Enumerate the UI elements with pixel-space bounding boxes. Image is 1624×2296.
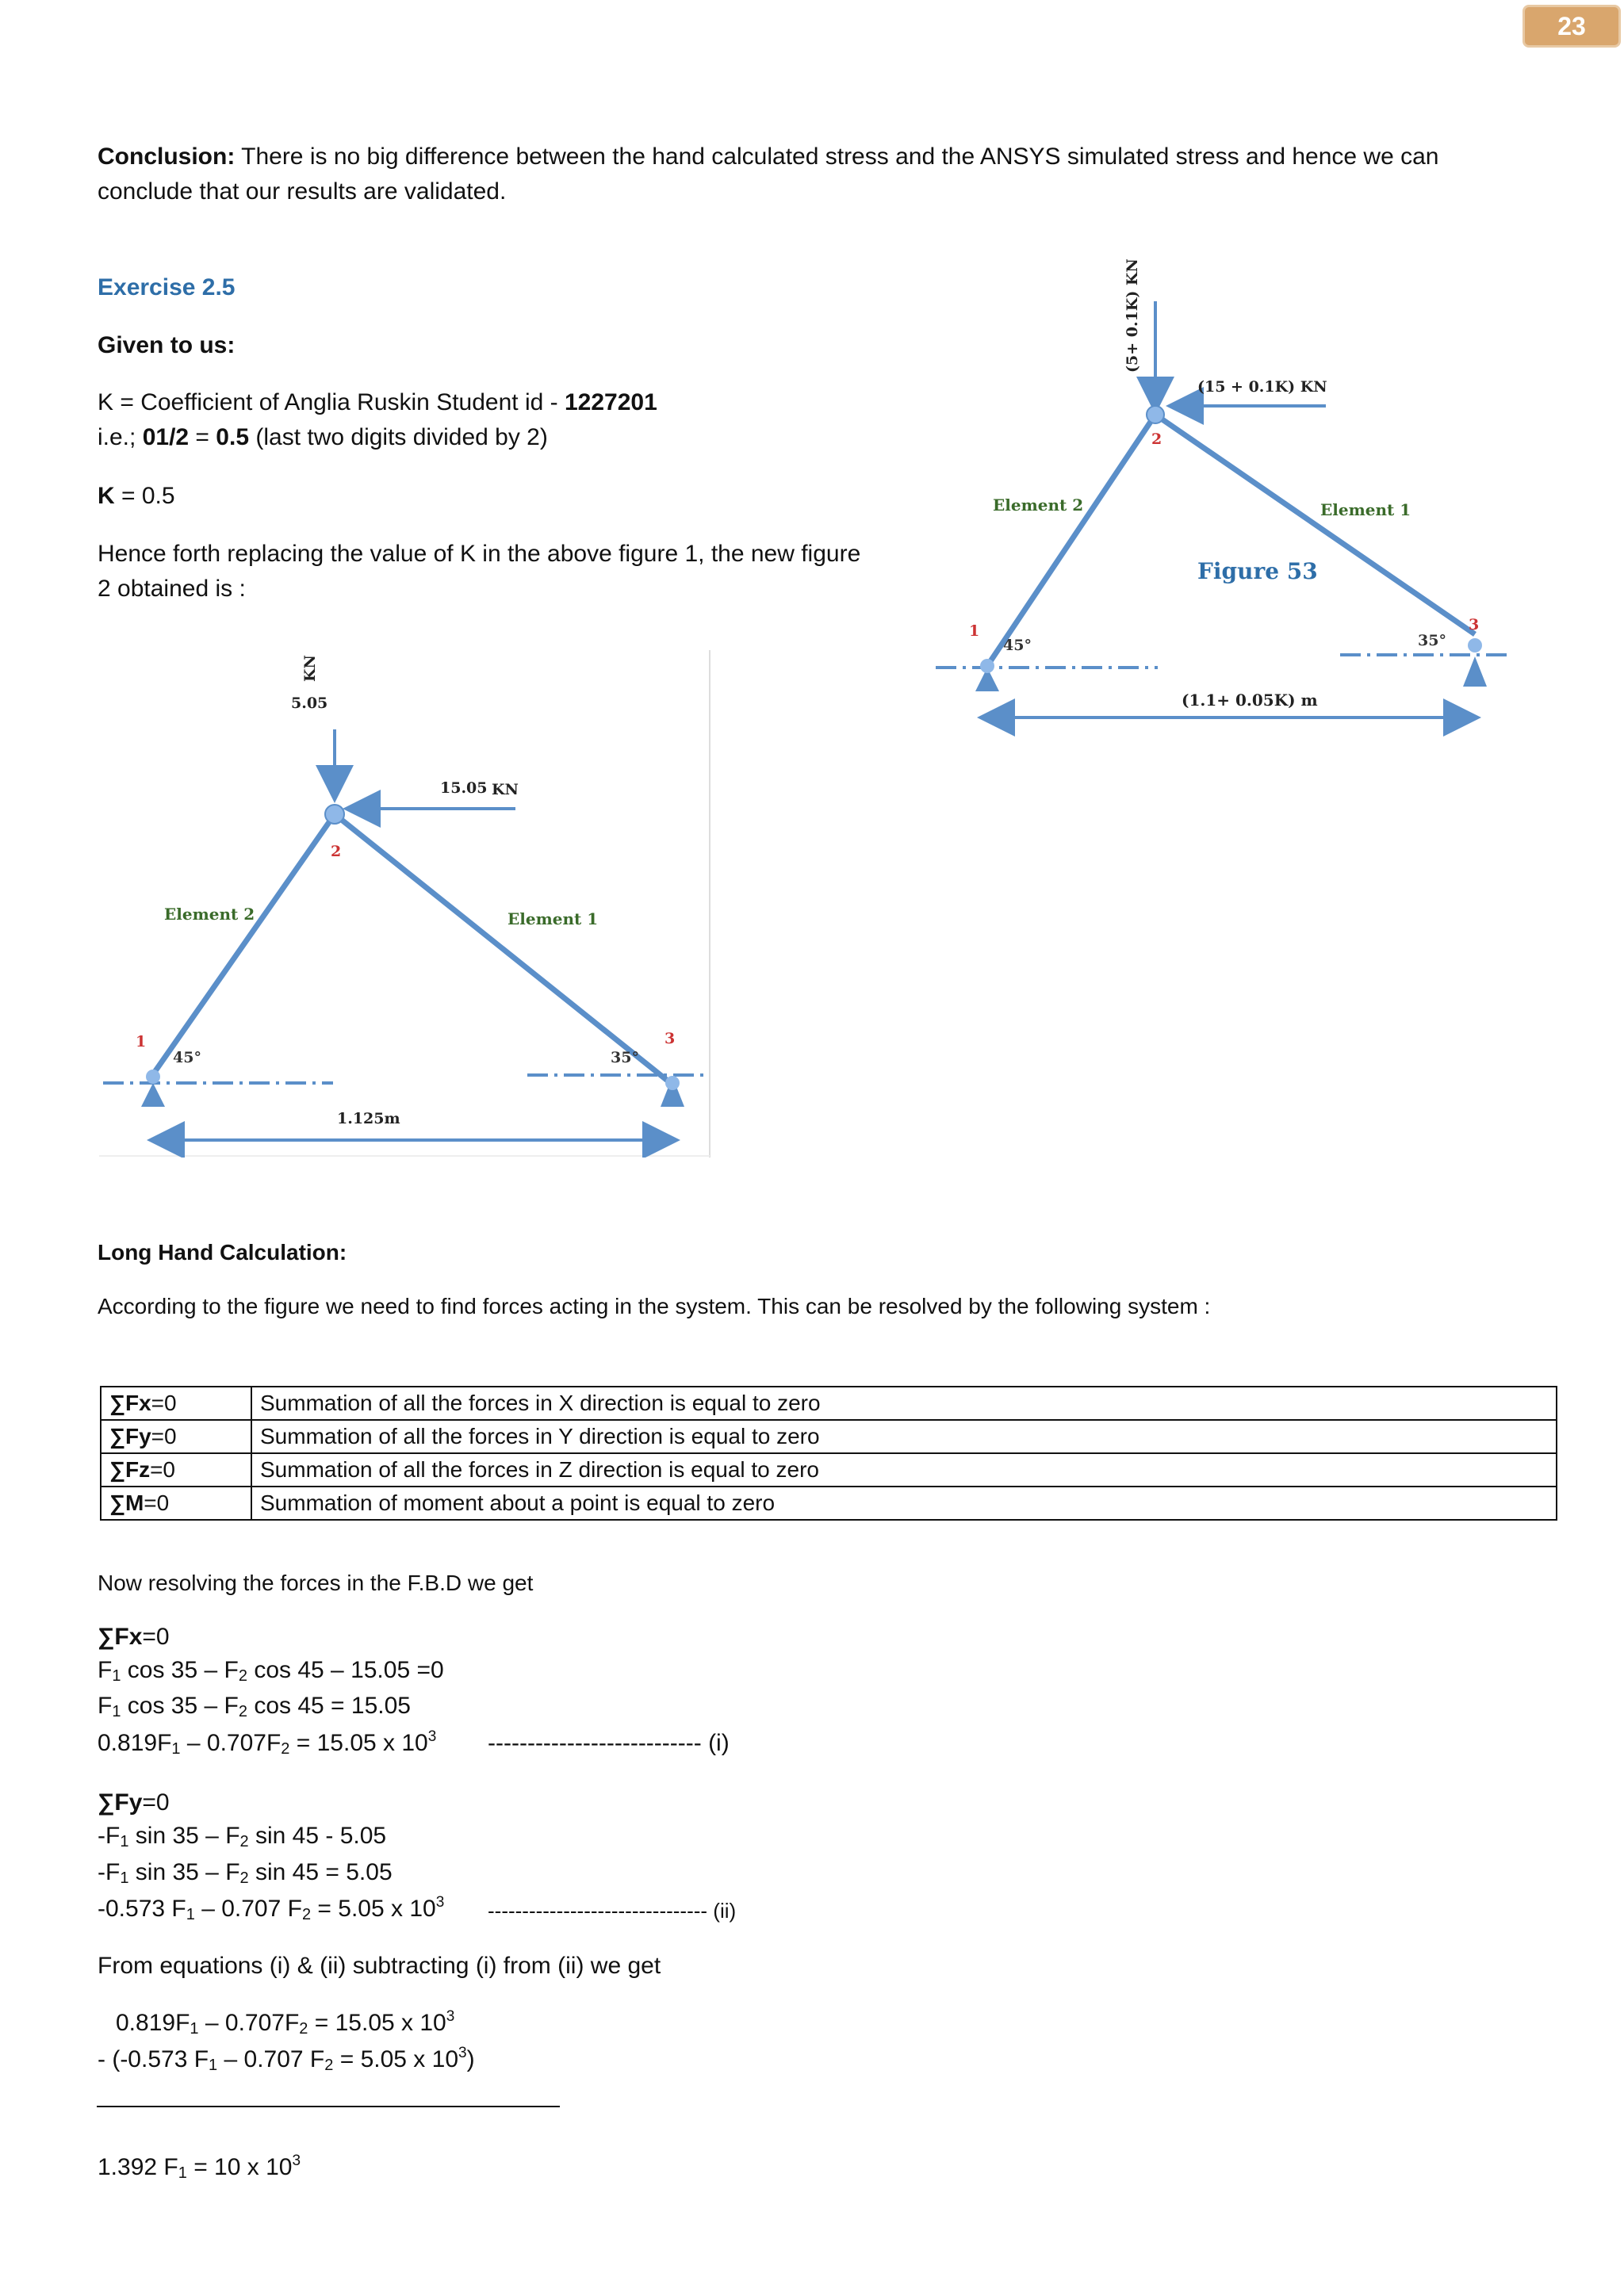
subscript: 1 (171, 1740, 181, 1758)
node-2-circle (1147, 406, 1164, 423)
k-def-note: (last two digits divided by 2) (249, 424, 548, 450)
equation-term: sin 35 – F (128, 1859, 240, 1885)
sum-symbol: ∑Fy (109, 1424, 151, 1448)
vertical-load-unit: KN (301, 655, 319, 682)
equation-term: cos 35 – F (121, 1693, 239, 1719)
k-label: K (98, 483, 115, 509)
k-def-fraction: 01/2 (142, 424, 190, 450)
subscript: 1 (186, 1906, 195, 1923)
element-2-label: Element 2 (164, 905, 255, 924)
table-cell-description: Summation of all the forces in Z direction is equal to zero (251, 1453, 1557, 1487)
element-1-label: Element 1 (508, 909, 599, 928)
node-1-circle (146, 1070, 160, 1084)
figure-53-diagram (920, 246, 1522, 737)
equation-tag-ii: -------------------------------- (ii) (488, 1899, 737, 1923)
equation-term: sin 45 = 5.05 (248, 1859, 393, 1885)
subscript: 2 (238, 1667, 247, 1685)
equilibrium-table (100, 1386, 1557, 1521)
horizontal-load-label: (15 + 0.1K) KN (1197, 378, 1327, 396)
equation-term: F (98, 1693, 113, 1719)
equation-term: 1.392 F (98, 2154, 178, 2180)
sum-value: =0 (144, 1490, 170, 1515)
subscript: 1 (120, 1869, 129, 1887)
fx-heading (98, 1620, 170, 1655)
equation-term: 0.819F (116, 2010, 190, 2036)
conclusion-text-1: There is no big difference between the hand calculated stress and the ANSYS simulated stress and hence we can (235, 144, 1439, 170)
sum-symbol: ∑Fx (109, 1391, 151, 1415)
element-2-member (153, 814, 335, 1074)
subscript: 2 (239, 1833, 249, 1850)
fx-val: =0 (142, 1624, 170, 1650)
equation-term: sin 35 – F (128, 1823, 240, 1849)
superscript: 3 (458, 2045, 467, 2061)
superscript: 3 (427, 1728, 437, 1745)
hence-line-1: Hence forth replacing the value of K in the above figure 1, the new figure (98, 541, 861, 567)
equation-term: cos 45 – 15.05 =0 (247, 1657, 444, 1683)
fy-equation-2 (98, 1855, 393, 1890)
equation-term: -0.573 F (98, 1896, 186, 1922)
subscript: 2 (239, 1869, 249, 1887)
subscript: 1 (209, 2057, 218, 2074)
sum-symbol: ∑M (109, 1490, 144, 1515)
equation-term: = 15.05 x 10 (289, 1730, 428, 1756)
horizontal-load-unit: KN (492, 781, 519, 798)
equation-term: cos 35 – F (121, 1657, 239, 1683)
equation-term: = 10 x 10 (186, 2154, 293, 2180)
student-id: 1227201 (564, 389, 657, 415)
subscript: 1 (178, 2164, 187, 2182)
node-1-label: 1 (969, 622, 980, 640)
element-1-member (335, 814, 672, 1085)
sum-value: =0 (150, 1457, 176, 1482)
fx-equation-1 (98, 1653, 444, 1688)
table-cell-symbol (101, 1453, 251, 1487)
node-3-label: 3 (1469, 616, 1480, 633)
numeric-truss-diagram (99, 650, 718, 1158)
table-row (101, 1453, 1557, 1487)
conclusion-label: Conclusion: (98, 144, 236, 170)
resolving-text: Now resolving the forces in the F.B.D we get (98, 1571, 534, 1595)
k-value-line (98, 479, 175, 514)
equation-term: -F (98, 1859, 121, 1885)
conclusion-line-2: conclude that our results are validated. (98, 178, 507, 205)
angle-45-label: 45° (1003, 637, 1032, 654)
equation-term: F (98, 1657, 113, 1683)
table-row (101, 1387, 1557, 1420)
equation-term: – 0.707 F (194, 1896, 302, 1922)
subtraction-line-1 (116, 2006, 454, 2041)
fx-sym: ∑Fx (98, 1624, 143, 1650)
page-number: 23 (1557, 12, 1586, 40)
subtraction-rule (97, 2106, 560, 2107)
subtraction-line-2 (98, 2042, 475, 2077)
equation-term: = 5.05 x 10 (311, 1896, 436, 1922)
subscript: 2 (324, 2057, 334, 2074)
equation-term: – 0.707F (198, 2010, 300, 2036)
equation-term: sin 45 - 5.05 (248, 1823, 387, 1849)
subscript: 1 (112, 1703, 121, 1720)
equation-term: 0.819F (98, 1730, 172, 1756)
equation-term: – 0.707F (180, 1730, 282, 1756)
page-number-badge (1522, 5, 1621, 48)
subscript: 2 (299, 2020, 308, 2038)
node-1-circle (980, 659, 994, 673)
intro-text: According to the figure we need to find forces acting in the system. This can be resolved by the following system : (98, 1294, 1211, 1318)
equation-term: cos 45 = 15.05 (247, 1693, 411, 1719)
node-2-label: 2 (1151, 430, 1162, 448)
element-2-member (987, 415, 1155, 666)
equation-term: = 5.05 x 10 (333, 2046, 459, 2072)
equation-term: = 15.05 x 10 (308, 2010, 446, 2036)
angle-45-label: 45° (173, 1049, 201, 1066)
conclusion-line-1 (98, 140, 1438, 174)
fy-val: =0 (142, 1789, 170, 1816)
subscript: 1 (112, 1667, 121, 1685)
hence-line-2: 2 obtained is : (98, 576, 246, 602)
k-def-eq: = (189, 424, 216, 450)
fx-equation-3 (98, 1726, 436, 1761)
span-label: (1.1+ 0.05K) m (1182, 691, 1318, 710)
node-2-label: 2 (331, 843, 342, 860)
node-3-circle (1468, 638, 1482, 652)
equation-term: -F (98, 1823, 121, 1849)
fy-sym: ∑Fy (98, 1789, 143, 1816)
subscript: 2 (281, 1740, 290, 1758)
support-3 (1463, 656, 1487, 687)
table-cell-description: Summation of moment about a point is equal to zero (251, 1487, 1557, 1520)
k-definition-line-2 (98, 420, 548, 455)
result-line (98, 2150, 301, 2185)
equation-tag-i: --------------------------- (i) (488, 1730, 730, 1756)
table-row (101, 1487, 1557, 1520)
sum-value: =0 (151, 1391, 177, 1415)
k-definition-line-1 (98, 385, 657, 420)
table-cell-description: Summation of all the forces in Y direction is equal to zero (251, 1420, 1557, 1453)
subscript: 1 (190, 2020, 199, 2038)
k-def-text: K = Coefficient of Anglia Ruskin Student id - (98, 389, 565, 415)
support-1 (141, 1083, 165, 1107)
k-def-result: 0.5 (216, 424, 250, 450)
subscript: 2 (238, 1703, 247, 1720)
angle-35-label: 35° (611, 1049, 639, 1066)
equation-term: – 0.707 F (217, 2046, 325, 2072)
table-cell-description: Summation of all the forces in X direction is equal to zero (251, 1387, 1557, 1420)
vertical-load-value: 5.05 (291, 695, 328, 712)
table-row (101, 1420, 1557, 1453)
subscript: 2 (301, 1906, 312, 1923)
sum-symbol: ∑Fz (109, 1457, 151, 1482)
table-cell-symbol (101, 1487, 251, 1520)
table-cell-symbol (101, 1420, 251, 1453)
superscript: 3 (446, 2008, 455, 2025)
vertical-load-label: (5+ 0.1K) KN (1124, 258, 1141, 373)
figure-caption: Figure 53 (1197, 558, 1318, 584)
sum-value: =0 (151, 1424, 177, 1448)
element-1-label: Element 1 (1320, 500, 1411, 519)
element-2-label: Element 2 (993, 496, 1084, 515)
node-2-circle (325, 805, 344, 824)
angle-35-label: 35° (1418, 632, 1446, 649)
equation-term: - (-0.573 F (98, 2046, 209, 2072)
fy-equation-1 (98, 1819, 386, 1854)
node-1-label: 1 (136, 1033, 147, 1050)
equation-term: ) (466, 2046, 475, 2072)
exercise-title: Exercise 2.5 (98, 274, 236, 300)
subscript: 1 (120, 1833, 129, 1850)
k-value: = 0.5 (114, 483, 175, 509)
fy-heading (98, 1785, 170, 1820)
given-title: Given to us: (98, 332, 236, 358)
k-def-ie: i.e.; (98, 424, 143, 450)
horizontal-load-value: 15.05 (440, 779, 488, 797)
element-1-member (1155, 415, 1475, 634)
fx-equation-2 (98, 1689, 411, 1724)
span-label: 1.125m (337, 1110, 400, 1127)
node-3-label: 3 (665, 1030, 676, 1047)
superscript: 3 (435, 1894, 445, 1911)
superscript: 3 (292, 2152, 301, 2169)
node-3-circle (665, 1076, 680, 1090)
fy-equation-3 (98, 1892, 444, 1927)
from-equations-text: From equations (i) & (ii) subtracting (i) from (ii) we get (98, 1953, 661, 1979)
table-cell-symbol (101, 1387, 251, 1420)
long-hand-title: Long Hand Calculation: (98, 1240, 347, 1265)
